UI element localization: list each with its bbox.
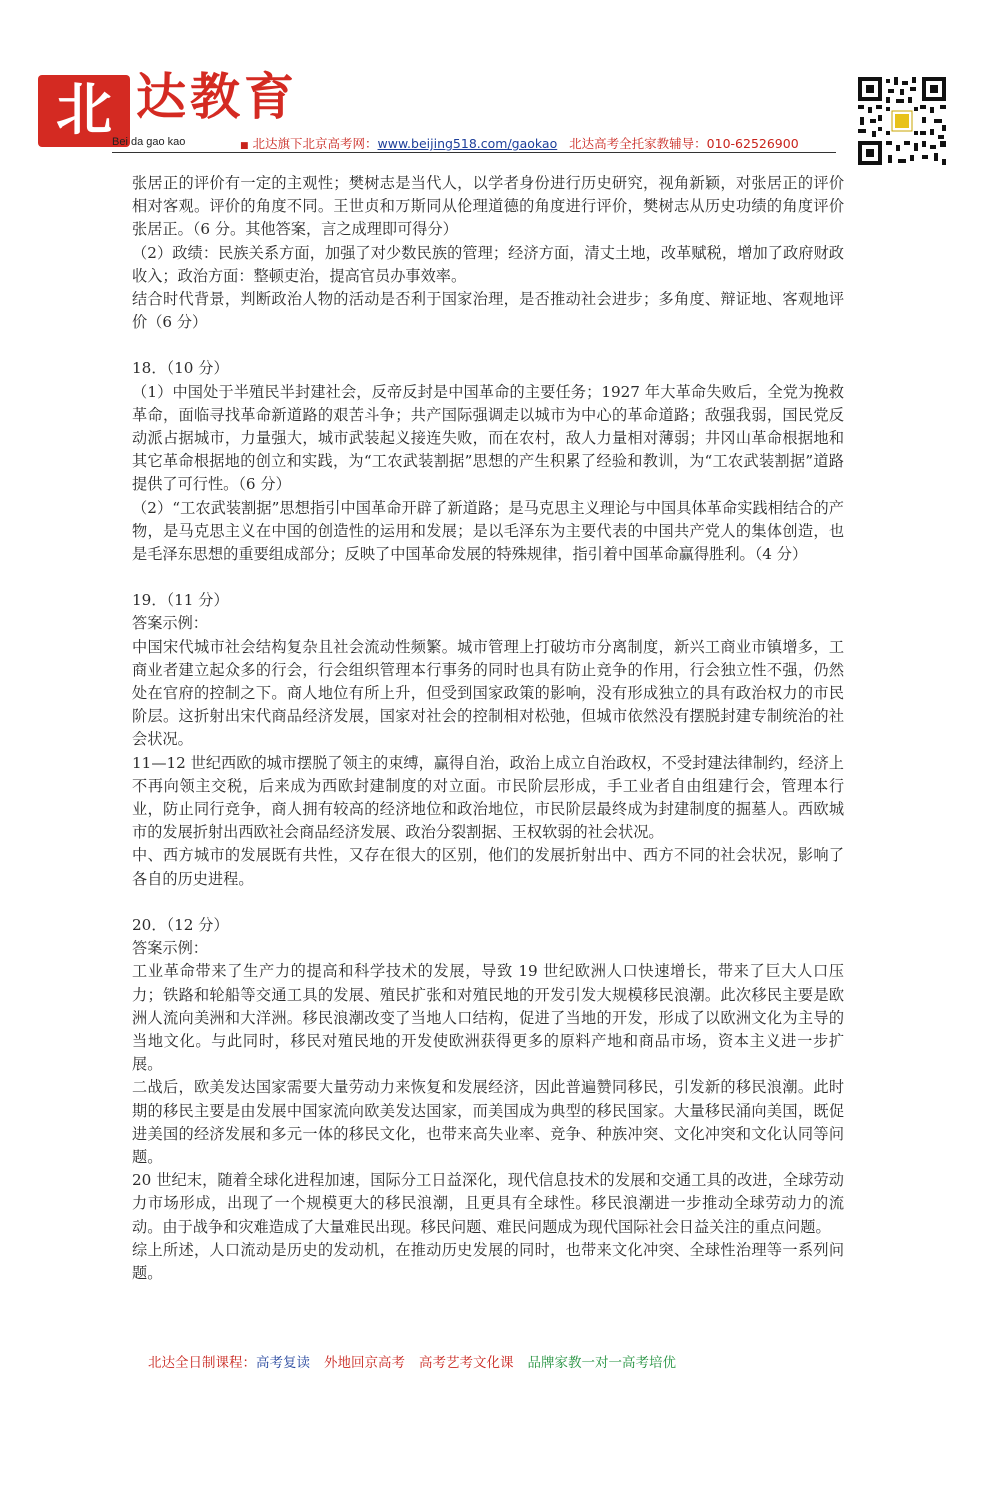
logo-char: 北 <box>56 78 112 143</box>
header-info <box>240 134 799 152</box>
square-bullet: ■ <box>240 141 249 151</box>
answer-example-label: 答案示例： <box>132 614 208 633</box>
paragraph: 中国宋代城市社会结构复杂且社会流动性频繁。城市管理上打破坊市分离制度，新兴工商业市镇增多，工商业者建立起众多的行会，行会组织管理本行事务的同时也具有防止竞争的作用，行会独立性不强，仍然处在官府的控制之下。商人地位有所上升，但受到国家政策的影响，没有形成独立的具有政治权力的市民阶层。这折射出宋代商品经济发展，国家对社会的控制相对松弛，但城市依然没有摆脱封建专制统治的社会状况。 <box>132 637 844 749</box>
spacer <box>132 891 844 914</box>
footer-link-fudu[interactable]: 高考复读 <box>256 1355 310 1371</box>
paragraph: （1）中国处于半殖民半封建社会，反帝反封是中国革命的主要任务；1927 年大革命失败后，全党为挽救革命，面临寻找革命新道路的艰苦斗争；共产国际强调走以城市为中心的革命道路；敌强我弱，国民党反动派占据城市，力量强大，城市武装起义接连失败，而在农村，敌人力量相对薄弱；井冈山革命根据地和其它革命根据地的创立和实践，为“工农武装割据”思想的产生积累了经验和教训，为“工农武装割据”道路提供了可行性。（6 分） <box>132 382 844 494</box>
paragraph: （2）政绩：民族关系方面，加强了对少数民族的管理；经济方面，清丈土地，改革赋税，增加了政府财政收入；政治方面：整顿吏治，提高官员办事效率。 <box>132 243 844 285</box>
qr-code-icon <box>856 75 948 167</box>
site-label: 北达旗下北京高考网： <box>252 136 378 151</box>
footer-link-huijing[interactable]: 外地回京高考 <box>324 1355 405 1371</box>
spacer <box>132 566 844 589</box>
question-heading: 19．（11 分） <box>132 591 229 610</box>
spacer <box>132 334 844 357</box>
paragraph: （2）“工农武装割据”思想指引中国革命开辟了新道路；是马克思主义理论与中国具体革命实践相结合的产物，是马克思主义在中国的创造性的运用和发展；是以毛泽东为主要代表的中国共产党人的集体创造，也是毛泽东思想的重要组成部分；反映了中国革命发展的特殊规律，指引着中国革命赢得胜利。（4 分） <box>132 498 844 564</box>
site-link[interactable]: www.beijing518.com/gaokao <box>377 136 558 151</box>
question-heading: 18．（10 分） <box>132 359 229 378</box>
paragraph: 中、西方城市的发展既有共性，又存在很大的区别，他们的发展折射出中、西方不同的社会状况，影响了各自的历史进程。 <box>132 846 844 888</box>
document-body <box>132 172 844 1285</box>
footer-courses <box>148 1351 690 1371</box>
brand-pinyin: Bei da gao kao <box>112 136 186 148</box>
question-heading: 20．（12 分） <box>132 915 229 934</box>
paragraph: 工业革命带来了生产力的提高和科学技术的发展，导致 19 世纪欧洲人口快速增长，带来了巨大人口压力；铁路和轮船等交通工具的发展、殖民扩张和对殖民地的开发引发大规模移民浪潮。此次移民主要是欧洲人流向美洲和大洋洲。移民浪潮改变了当地人口结构，促进了当地的开发，形成了以欧洲文化为主导的当地文化。与此同时，移民对殖民地的开发使欧洲获得更多的原料产地和商品市场，资本主义进一步扩展。 <box>132 962 844 1074</box>
paragraph: 20 世纪末，随着全球化进程加速，国际分工日益深化，现代信息技术的发展和交通工具的改进，全球劳动力市场形成，出现了一个规模更大的移民浪潮，且更具有全球性。移民浪潮进一步推动全球劳动力的流动。由于战争和灾难造成了大量难民出现。移民问题、难民问题成为现代国际社会日益关注的重点问题。 <box>132 1171 844 1236</box>
brand-name: 达教育 <box>136 67 298 126</box>
paragraph: 综上所述，人口流动是历史的发动机，在推动历史发展的同时，也带来文化冲突、全球性治理等一系列问题。 <box>132 1240 844 1282</box>
footer-link-jiajiao[interactable]: 品牌家教一对一高考培优 <box>527 1355 676 1371</box>
footer-link-yikao[interactable]: 高考艺考文化课 <box>419 1355 514 1371</box>
paragraph: 结合时代背景，判断政治人物的活动是否利于国家治理，是否推动社会进步；多角度、辩证地、客观地评价（6 分） <box>132 290 844 332</box>
paragraph: 11—12 世纪西欧的城市摆脱了领主的束缚，赢得自治，政治上成立自治政权，不受封建法律制约，经济上不再向领主交税，后来成为西欧封建制度的对立面。市民阶层形成，手工业者自由组建行会，管理本行业，防止同行竞争，商人拥有较高的经济地位和政治地位，市民阶层最终成为封建制度的掘墓人。西欧城市的发展折射出西欧社会商品经济发展、政治分裂割据、王权软弱的社会状况。 <box>132 753 844 842</box>
paragraph: 二战后，欧美发达国家需要大量劳动力来恢复和发展经济，因此普遍赞同移民，引发新的移民浪潮。此时期的移民主要是由发展中国家流向欧美发达国家，而美国成为典型的移民国家。大量移民涌向美国，既促进美国的经济发展和多元一体的移民文化，也带来高失业率、竞争、种族冲突、文化冲突和文化认同等问题。 <box>132 1078 844 1166</box>
header-divider <box>112 152 836 153</box>
footer-label: 北达全日制课程： <box>148 1355 256 1371</box>
tutor-info: 北达高考全托家教辅导：010-62526900 <box>569 136 799 151</box>
paragraph: 张居正的评价有一定的主观性；樊树志是当代人，以学者身份进行历史研究，视角新颖，对张居正的评价相对客观。评价的角度不同。王世贞和万斯同从伦理道德的角度进行评价，樊树志从历史功绩的角度评价张居正。（6 分。其他答案，言之成理即可得分） <box>132 174 844 239</box>
answer-example-label: 答案示例： <box>132 939 208 958</box>
